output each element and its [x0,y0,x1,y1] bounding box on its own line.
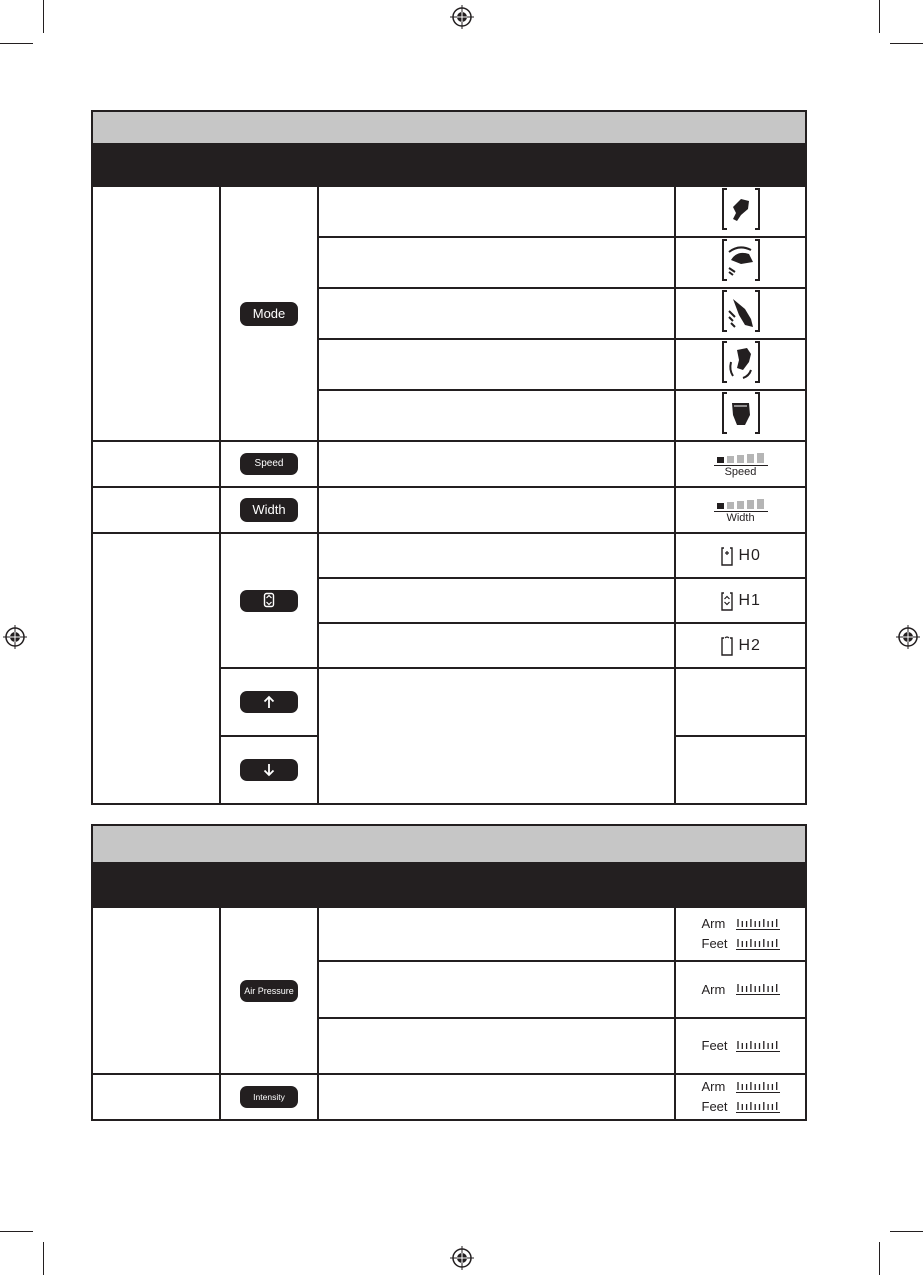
level-segment [717,457,724,463]
crop-mark [879,0,880,33]
level-segment [717,503,724,509]
feet-label: Feet [701,1099,728,1114]
position-h2-label: H2 [738,636,761,654]
function-cell [92,487,220,533]
fist-icon [719,391,763,435]
arm-intensity-scale-icon [736,1078,780,1095]
indicator-cell [675,668,806,736]
level-segment [727,502,734,509]
arrow-down-icon [263,763,275,777]
air-pressure-control-table [91,824,807,1121]
feet-pressure-scale-icon [736,935,780,952]
crop-mark [0,43,33,44]
description-cell [318,623,675,668]
indicator-cell [675,623,806,668]
arm-pressure-scale-icon [736,915,780,932]
arm-label: Arm [701,916,726,931]
registration-mark-icon [896,625,920,649]
rolling-hand-icon [719,238,763,282]
level-segment [737,501,744,509]
feet-label: Feet [701,936,728,951]
indicator-cell [675,390,806,441]
kneading-hand-icon [719,187,763,231]
shiatsu-hand-icon [719,340,763,384]
level-segment [757,499,764,509]
up-button[interactable] [240,691,298,713]
description-cell [318,186,675,237]
up-button-cell [220,668,318,736]
indicator-cell [675,288,806,339]
description-cell [318,961,675,1018]
arrow-up-icon [263,695,275,709]
crop-mark [879,1242,880,1275]
function-cell [92,186,220,441]
arm-pressure-scale-icon [736,981,780,998]
description-cell [318,288,675,339]
description-cell [318,487,675,533]
crop-mark [0,1231,33,1232]
function-cell [92,533,220,804]
description-cell [318,441,675,487]
down-button[interactable] [240,759,298,781]
function-cell [92,907,220,1074]
air-pressure-button[interactable]: Air Pressure [240,980,298,1002]
indicator-cell [675,907,806,961]
feet-intensity-scale-icon [736,1098,780,1115]
level-segment [757,453,764,463]
registration-mark-icon [450,5,474,29]
level-segment [747,454,754,463]
arm-label: Arm [701,1079,726,1094]
position-h1-icon [720,590,734,612]
indicator-cell [675,1074,806,1120]
table-title-bar [92,825,806,863]
position-h1-label: H1 [738,591,761,609]
height-adjust-button[interactable] [240,590,298,612]
arm-label: Arm [701,981,726,997]
position-h0-label: H0 [738,546,761,564]
crop-mark [890,1231,923,1232]
indicator-cell [675,578,806,623]
speed-level-bar [714,451,768,463]
position-h0-icon [720,545,734,567]
description-cell [318,1018,675,1074]
feet-label: Feet [701,1038,728,1053]
intensity-button[interactable]: Intensity [240,1086,298,1108]
indicator-cell [675,533,806,578]
level-segment [737,455,744,463]
air-pressure-button-cell [220,907,318,1074]
width-level-bar [714,497,768,509]
registration-mark-icon [450,1246,474,1270]
function-cell [92,1074,220,1120]
down-button-cell [220,736,318,804]
level-segment [727,456,734,463]
indicator-cell [675,441,806,487]
description-cell [318,390,675,441]
indicator-cell [675,186,806,237]
description-cell [318,668,675,804]
feet-pressure-scale-icon [736,1037,780,1054]
table-title-bar [92,111,806,144]
speed-label: Speed [724,465,757,478]
speed-button-cell [220,441,318,487]
description-cell [318,533,675,578]
indicator-cell [675,1018,806,1074]
description-cell [318,578,675,623]
position-h2-icon [720,635,734,657]
crop-mark [43,1242,44,1275]
height-button-cell [220,533,318,668]
indicator-cell [675,339,806,390]
indicator-cell [675,736,806,804]
mode-button[interactable]: Mode [240,302,298,326]
massage-control-table [91,110,807,805]
description-cell [318,907,675,961]
tapping-hand-icon [719,289,763,333]
level-segment [747,500,754,509]
width-button[interactable]: Width [240,498,298,522]
indicator-cell [675,961,806,1018]
width-label: Width [726,511,755,524]
description-cell [318,237,675,288]
height-adjust-icon [263,592,275,608]
crop-mark [890,43,923,44]
registration-mark-icon [3,625,27,649]
width-button-cell [220,487,318,533]
crop-mark [43,0,44,33]
indicator-cell [675,237,806,288]
table-header-row [92,144,806,186]
width-level-indicator [714,497,768,524]
intensity-button-cell [220,1074,318,1120]
mode-button-cell [220,186,318,441]
function-cell [92,441,220,487]
speed-level-indicator [714,451,768,478]
indicator-cell [675,487,806,533]
speed-button[interactable]: Speed [240,453,298,475]
description-cell [318,1074,675,1120]
description-cell [318,339,675,390]
table-header-row [92,863,806,907]
